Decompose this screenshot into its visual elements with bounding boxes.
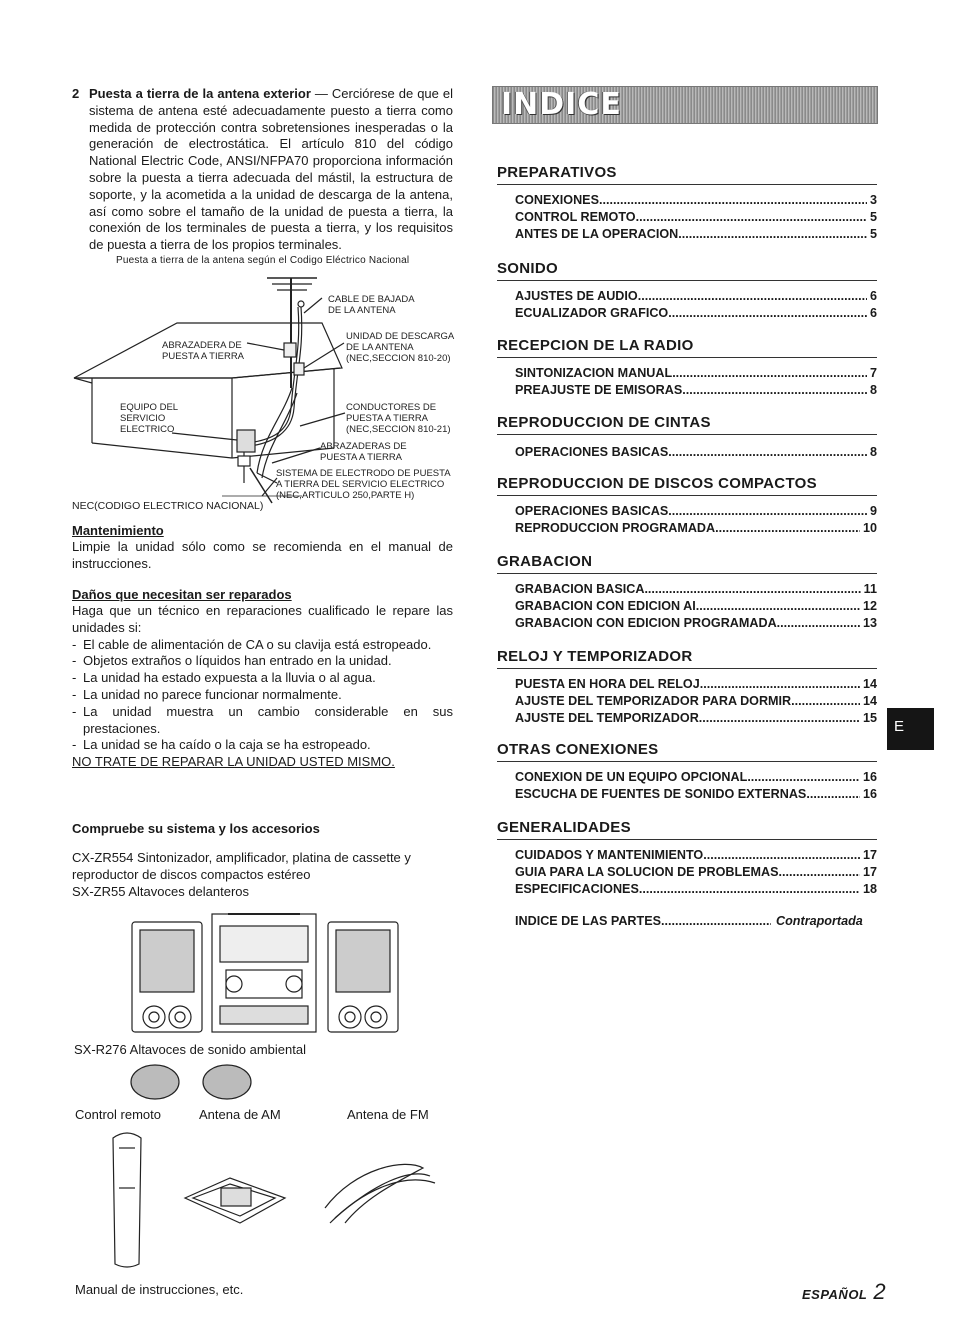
index-parts-entry [497, 913, 877, 930]
mantenimiento-text: Limpie la unidad sólo como se recomienda en el manual de instrucciones. [72, 539, 453, 571]
index-section-reloj [497, 648, 877, 726]
index-section-sonido [497, 260, 877, 322]
am-antenna-label: Antena de AM [199, 1107, 281, 1122]
toc-entry[interactable]: SINTONIZACION MANUAL ..... 7 [515, 365, 877, 382]
index-section-conexiones [497, 741, 877, 803]
section-heading: REPRODUCCION DE CINTAS [497, 414, 877, 435]
grounding-text: Cerciórese de que el sistema de antena esté adecuadamente puesto a tierra como medida de protección contra sobretensiones inesperadas o la generación de electrostática. El artículo 810 del código National Electric Code, ANSI/NFPA70 proporciona información sobre la puesta a tierra adecuada del mástil, la estructura de soporte, y la acometida a la unidad de descarga de la antena, así como sobre el tamaño de la unidad de puesta a tierra, la conexión de los terminales de puesta a tierra, y los requisitos de puesta a tierra de los propios terminales. [89, 86, 453, 253]
svg-text:(NEC,SECCION 810-20): (NEC,SECCION 810-20) [346, 353, 451, 364]
toc-entry[interactable]: AJUSTE DEL TEMPORIZADOR PARA DORMIR ..... 14 [515, 693, 877, 710]
toc-entry[interactable]: GUIA PARA LA SOLUCION DE PROBLEMAS ..... 17 [515, 864, 877, 881]
index-section-generalidades [497, 819, 877, 897]
toc-entry[interactable]: REPRODUCCION PROGRAMADA ..... 10 [515, 520, 877, 537]
section-heading: GENERALIDADES [497, 819, 877, 840]
toc-entry[interactable]: PREAJUSTE DE EMISORAS ..... 8 [515, 382, 877, 399]
toc-entry[interactable]: CONTROL REMOTO ..... 5 [515, 209, 877, 226]
label-cable-de-bajada: CABLE DE BAJADA [328, 294, 415, 305]
page-footer [802, 1279, 886, 1305]
label-equipo-servicio: EQUIPO DEL [120, 402, 179, 413]
remote-label: Control remoto [75, 1107, 161, 1122]
accessories-illustration [105, 1128, 445, 1274]
electric-service-box [237, 430, 255, 452]
svg-text:DE LA ANTENA: DE LA ANTENA [328, 305, 396, 316]
list-item: - El cable de alimentación de CA o su clavija está estropeado. [72, 636, 432, 652]
page-number: 2 [873, 1279, 886, 1304]
surround-speaker-right [203, 1065, 251, 1099]
index-title: INDICE [501, 87, 622, 122]
section-heading: RELOJ Y TEMPORIZADOR [497, 648, 877, 669]
svg-text:PUESTA A TIERRA: PUESTA A TIERRA [346, 413, 429, 424]
danos-section [72, 587, 453, 771]
accesorios-title: Compruebe su sistema y los accesorios [72, 821, 320, 836]
ground-rod [250, 468, 272, 503]
antenna-grounding-diagram [72, 268, 457, 513]
label-abrazadera: ABRAZADERA DE [162, 340, 242, 351]
svg-text:SERVICIO: SERVICIO [120, 413, 166, 424]
section-heading: REPRODUCCION DE DISCOS COMPACTOS [497, 475, 877, 496]
toc-entry[interactable]: GRABACION CON EDICION PROGRAMADA ..... 13 [515, 615, 877, 632]
grounding-title: Puesta a tierra de la antena exterior [89, 86, 311, 101]
toc-entry[interactable]: ECUALIZADOR GRAFICO ..... 6 [515, 305, 877, 322]
label-sistema-electrodo: SISTEMA DE ELECTRODO DE PUESTA [276, 468, 451, 479]
label-abrazaderas: ABRAZADERAS DE [320, 441, 407, 452]
list-item: - La unidad muestra un cambio considerable en sus prestaciones. [72, 703, 453, 736]
danos-warning: NO TRATE DE REPARAR LA UNIDAD USTED MISMO. [72, 754, 395, 770]
toc-entry[interactable]: ANTES DE LA OPERACION ..... 5 [515, 226, 877, 243]
mantenimiento-title: Mantenimiento [72, 523, 164, 538]
list-item: - La unidad ha estado expuesta a la lluvia o al agua. [72, 670, 376, 686]
index-section-cintas [497, 414, 877, 461]
surround-label: SX-R276 Altavoces de sonido ambiental [74, 1042, 306, 1057]
svg-text:ELECTRICO: ELECTRICO [120, 424, 175, 435]
section-heading: PREPARATIVOS [497, 164, 877, 185]
fm-wire-antenna [325, 1164, 435, 1223]
list-item: - La unidad no parece funcionar normalmente. [72, 686, 342, 702]
discharge-unit [294, 363, 304, 375]
danos-title: Daños que necesitan ser reparados [72, 587, 292, 602]
manual-label: Manual de instrucciones, etc. [75, 1282, 244, 1297]
toc-entry[interactable]: ESCUCHA DE FUENTES DE SONIDO EXTERNAS ..... 16 [515, 786, 877, 803]
grounding-paragraph: 2 Puesta a tierra de la antena exterior — Cerciórese de que el sistema de antena esté adecuadamente puesto a tierra como medida de protección contra sobretensiones inesperadas o la generación de electrostática. El artículo 810 del código National Electric Code, ANSI/NFPA70 proporciona información sobre la puesta a tierra adecuada del mástil, la estructura de soporte, y la acometida a la unidad de descarga de la antena, así como sobre el tamaño de la unidad de puesta a tierra, la conexión de los terminales de puesta a tierra, y los requisitos de puesta a tierra de los propios terminales. [72, 86, 453, 253]
svg-text:(NEC,SECCION 810-21): (NEC,SECCION 810-21) [346, 424, 451, 435]
section-heading: RECEPCION DE LA RADIO [497, 337, 877, 358]
toc-entry[interactable]: CUIDADOS Y MANTENIMIENTO ..... 17 [515, 847, 877, 864]
toc-entry[interactable]: ESPECIFICACIONES ..... 18 [515, 881, 877, 898]
toc-entry[interactable]: AJUSTES DE AUDIO ..... 6 [515, 288, 877, 305]
danos-intro: Haga que un técnico en reparaciones cualificado le repare las unidades si: [72, 603, 453, 635]
svg-text:DE LA ANTENA: DE LA ANTENA [346, 342, 414, 353]
toc-entry[interactable]: GRABACION CON EDICION AI ..... 12 [515, 598, 877, 615]
surround-speakers-illustration [130, 1062, 255, 1104]
section-heading: OTRAS CONEXIONES [497, 741, 877, 762]
toc-entry[interactable]: CONEXION DE UN EQUIPO OPCIONAL ..... 16 [515, 769, 877, 786]
accesorios-line1: CX-ZR554 Sintonizador, amplificador, platina de cassette y reproductor de discos compactos estéreo [72, 850, 411, 882]
svg-text:PUESTA A TIERRA: PUESTA A TIERRA [320, 452, 403, 463]
label-unidad-descarga: UNIDAD DE DESCARGA [346, 331, 455, 342]
stereo-system-illustration [130, 912, 400, 1034]
index-section-radio [497, 337, 877, 399]
section-heading: GRABACION [497, 553, 877, 574]
remote-control [113, 1133, 141, 1267]
toc-entry[interactable]: INDICE DE LAS PARTES ..... Contraportada [515, 913, 877, 930]
fm-antenna-label: Antena de FM [347, 1107, 429, 1122]
toc-entry[interactable]: OPERACIONES BASICAS ..... 9 [515, 503, 877, 520]
language-tab: E [887, 708, 934, 750]
label-nec: NEC(CODIGO ELECTRICO NACIONAL) [72, 500, 264, 512]
toc-entry[interactable]: AJUSTE DEL TEMPORIZADOR ..... 15 [515, 710, 877, 727]
svg-text:A TIERRA DEL SERVICIO ELECTRIC: A TIERRA DEL SERVICIO ELECTRICO [276, 479, 445, 490]
diagram-caption: Puesta a tierra de la antena según el Codigo Eléctrico Nacional [116, 255, 410, 266]
toc-entry[interactable]: PUESTA EN HORA DEL RELOJ ..... 14 [515, 676, 877, 693]
label-conductores: CONDUCTORES DE [346, 402, 437, 413]
danos-list [72, 637, 453, 755]
accesorios-line2: SX-ZR55 Altavoces delanteros [72, 884, 250, 899]
grounding-number: 2 [72, 86, 80, 101]
svg-text:PUESTA A TIERRA: PUESTA A TIERRA [162, 351, 245, 362]
section-heading: SONIDO [497, 260, 877, 281]
toc-entry[interactable]: CONEXIONES ..... 3 [515, 192, 877, 209]
index-section-grabacion [497, 553, 877, 631]
footer-language: ESPAÑOL [802, 1287, 868, 1302]
toc-entry[interactable]: OPERACIONES BASICAS ..... 8 [515, 444, 877, 461]
toc-entry[interactable]: GRABACION BASICA ..... 11 [515, 581, 877, 598]
list-item: - Objetos extraños o líquidos han entrado en la unidad. [72, 653, 392, 669]
index-section-cd [497, 475, 877, 537]
surround-speaker-left [131, 1065, 179, 1099]
mantenimiento-section [72, 523, 453, 573]
list-item: - La unidad se ha caído o la caja se ha estropeado. [72, 737, 371, 753]
index-section-preparativos [497, 164, 877, 242]
svg-text:(NEC,ARTICULO 250,PARTE H): (NEC,ARTICULO 250,PARTE H) [276, 490, 415, 501]
ground-clamp [284, 343, 296, 357]
index-banner [492, 86, 878, 124]
